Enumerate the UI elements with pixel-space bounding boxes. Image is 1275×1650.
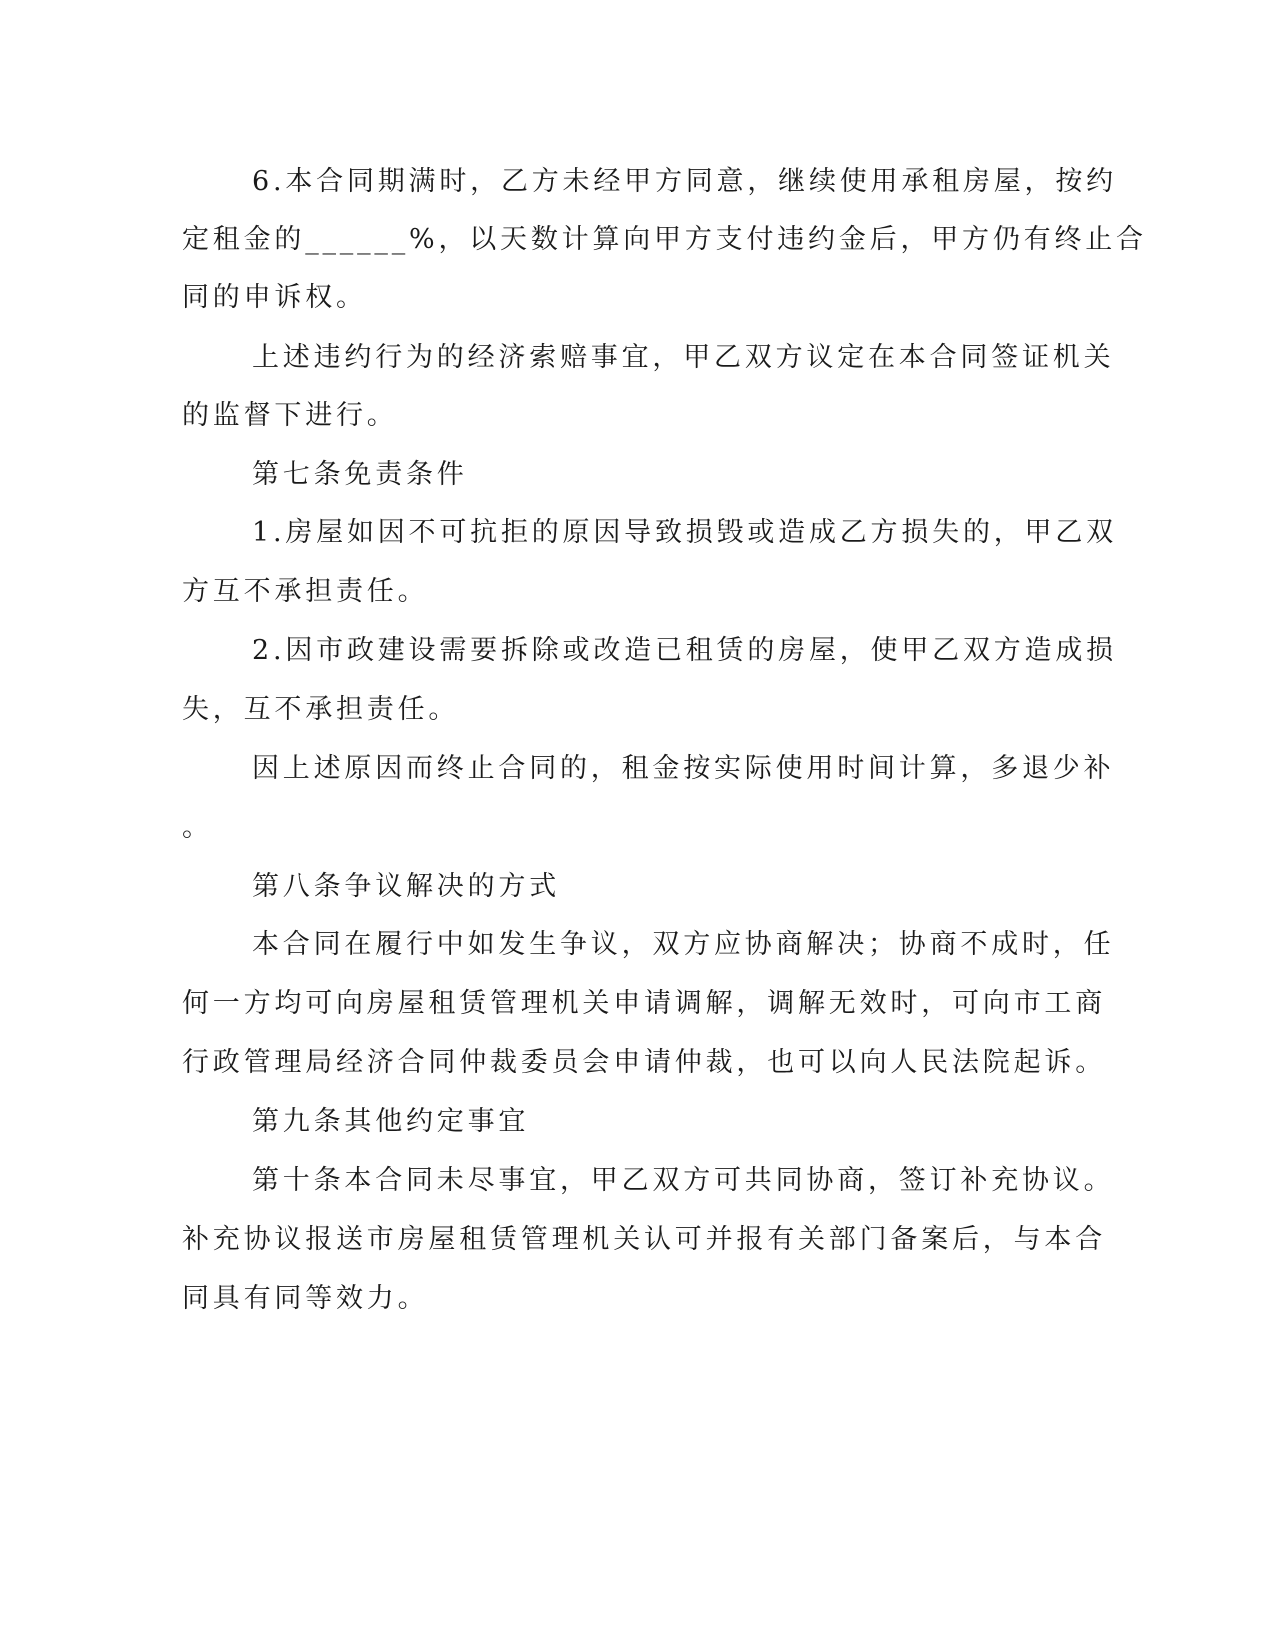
text-line: 第十条本合同未尽事宜，甲乙双方可共同协商，签订补充协议。 (252, 1165, 1115, 1196)
text-line: 行政管理局经济合同仲裁委员会申请仲裁，也可以向人民法院起诉。 (182, 1047, 1106, 1078)
text-line: 1.房屋如因不可抗拒的原因导致损毁或造成乙方损失的，甲乙双 (252, 517, 1117, 548)
text-line: 同具有同等效力。 (182, 1283, 429, 1314)
section-heading: 第七条免责条件 (252, 459, 468, 490)
text-line: 定租金的______%，以天数计算向甲方支付违约金后，甲方仍有终止合 (182, 224, 1147, 255)
section-heading: 第九条其他约定事宜 (252, 1106, 530, 1137)
text-line: 。 (182, 812, 213, 843)
text-line: 失，互不承担责任。 (182, 694, 460, 725)
text-line: 的监督下进行。 (182, 400, 398, 431)
text-line: 同的申诉权。 (182, 282, 367, 313)
text-line: 2.因市政建设需要拆除或改造已租赁的房屋，使甲乙双方造成损 (252, 635, 1117, 666)
text-line: 上述违约行为的经济索赔事宜，甲乙双方议定在本合同签证机关 (252, 342, 1115, 373)
text-line: 何一方均可向房屋租赁管理机关申请调解，调解无效时，可向市工商 (182, 988, 1106, 1019)
text-line: 6.本合同期满时，乙方未经甲方同意，继续使用承租房屋，按约 (252, 166, 1117, 197)
text-line: 补充协议报送市房屋租赁管理机关认可并报有关部门备案后，与本合 (182, 1224, 1106, 1255)
text-line: 因上述原因而终止合同的，租金按实际使用时间计算，多退少补 (252, 753, 1115, 784)
section-heading: 第八条争议解决的方式 (252, 871, 560, 902)
text-line: 本合同在履行中如发生争议，双方应协商解决；协商不成时，任 (252, 929, 1115, 960)
text-line: 方互不承担责任。 (182, 576, 429, 607)
